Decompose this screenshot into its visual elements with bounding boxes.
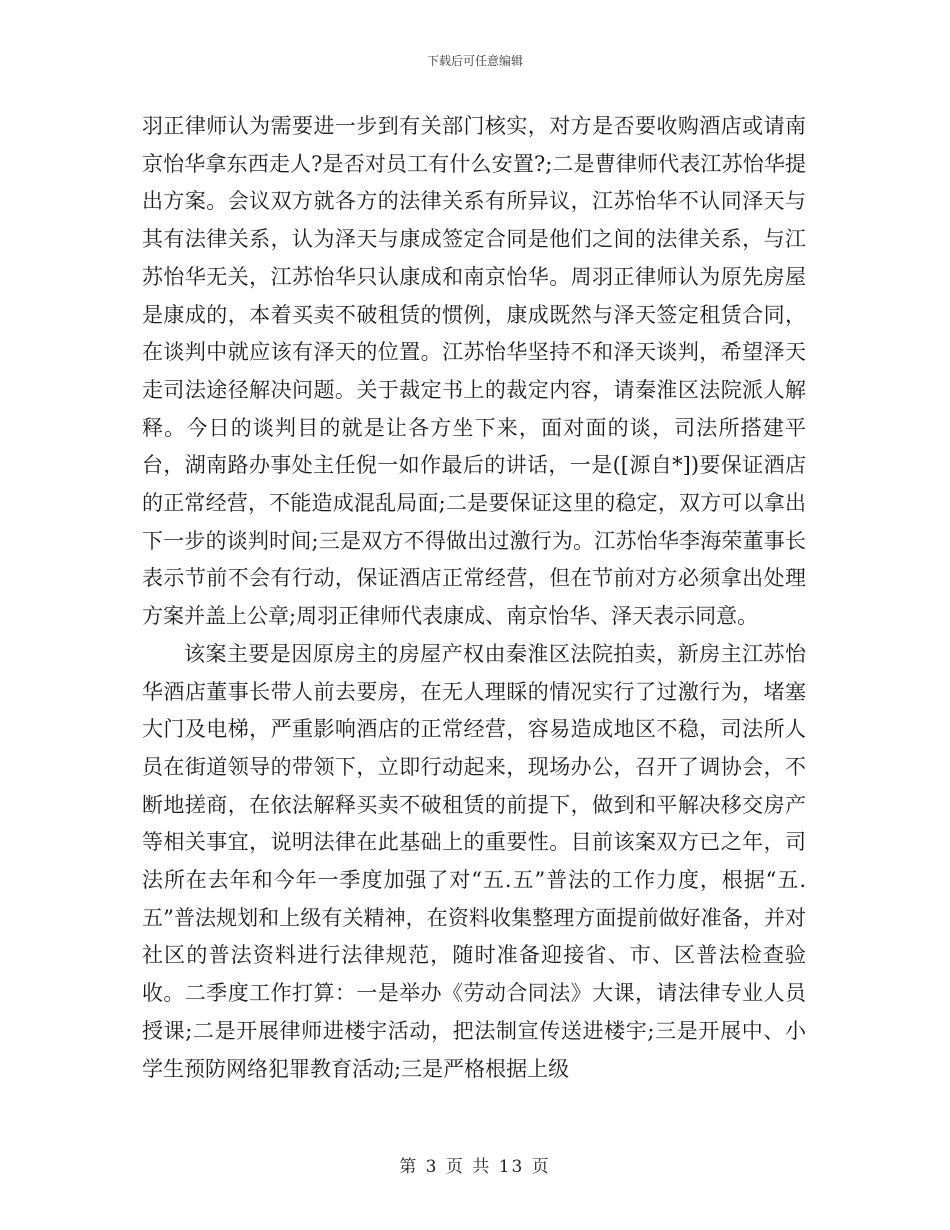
body-paragraph-1: 羽正律师认为需要进一步到有关部门核实，对方是否要收购酒店或请南京怡华拿东西走人?是否对员工有什么安置?;二是曹律师代表江苏怡华提出方案。会议双方就各方的法律关系有所异议，江苏怡华不认同泽天与其有法律关系，认为泽天与康成签定合同是他们之间的法律关系，与江苏怡华无关，江苏怡华只认康成和南京怡华。周羽正律师认为原先房屋是康成的，本着买卖不破租赁的惯例，康成既然与泽天签定租赁合同，在谈判中就应该有泽天的位置。江苏怡华坚持不和泽天谈判，希望泽天走司法途径解决问题。关于裁定书上的裁定内容，请秦淮区法院派人解释。今日的谈判目的就是让各方坐下来，面对面的谈，司法所搭建平台，湖南路办事处主任倪一如作最后的讲话，一是([源自*])要保证酒店的正常经营，不能造成混乱局面;二是要保证这里的稳定，双方可以拿出下一步的谈判时间;三是双方不得做出过激行为。江苏怡华李海荣董事长表示节前不会有行动，保证酒店正常经营，但在节前对方必须拿出处理方案并盖上公章;周羽正律师代表康成、南京怡华、泽天表示同意。 xyxy=(142,114,806,629)
page-number-footer: 第 3 页 共 13 页 xyxy=(399,1157,551,1177)
document-body xyxy=(142,108,806,1088)
page-header: 下载后可任意编辑 xyxy=(426,54,523,68)
body-paragraph-2: 该案主要是因原房主的房屋产权由秦淮区法院拍卖，新房主江苏怡华酒店董事长带人前去要房，在无人理睬的情况实行了过激行为，堵塞大门及电梯，严重影响酒店的正常经营，容易造成地区不稳，司法所人员在街道领导的带领下，立即行动起来，现场办公，召开了调协会，不断地搓商，在依法解释买卖不破租赁的前提下，做到和平解决移交房产等相关事宜，说明法律在此基础上的重要性。目前该案双方已之年，司法所在去年和今年一季度加强了对“五.五”普法的工作力度，根据“五.五”普法规划和上级有关精神，在资料收集整理方面提前做好准备，并对社区的普法资料进行法律规范，随时准备迎接省、市、区普法检查验收。二季度工作打算：一是举办《劳动合同法》大课，请法律专业人员授课;二是开展律师进楼宇活动，把法制宣传送进楼宇;三是开展中、小学生预防网络犯罪教育活动;三是严格根据上级 xyxy=(142,641,806,1081)
